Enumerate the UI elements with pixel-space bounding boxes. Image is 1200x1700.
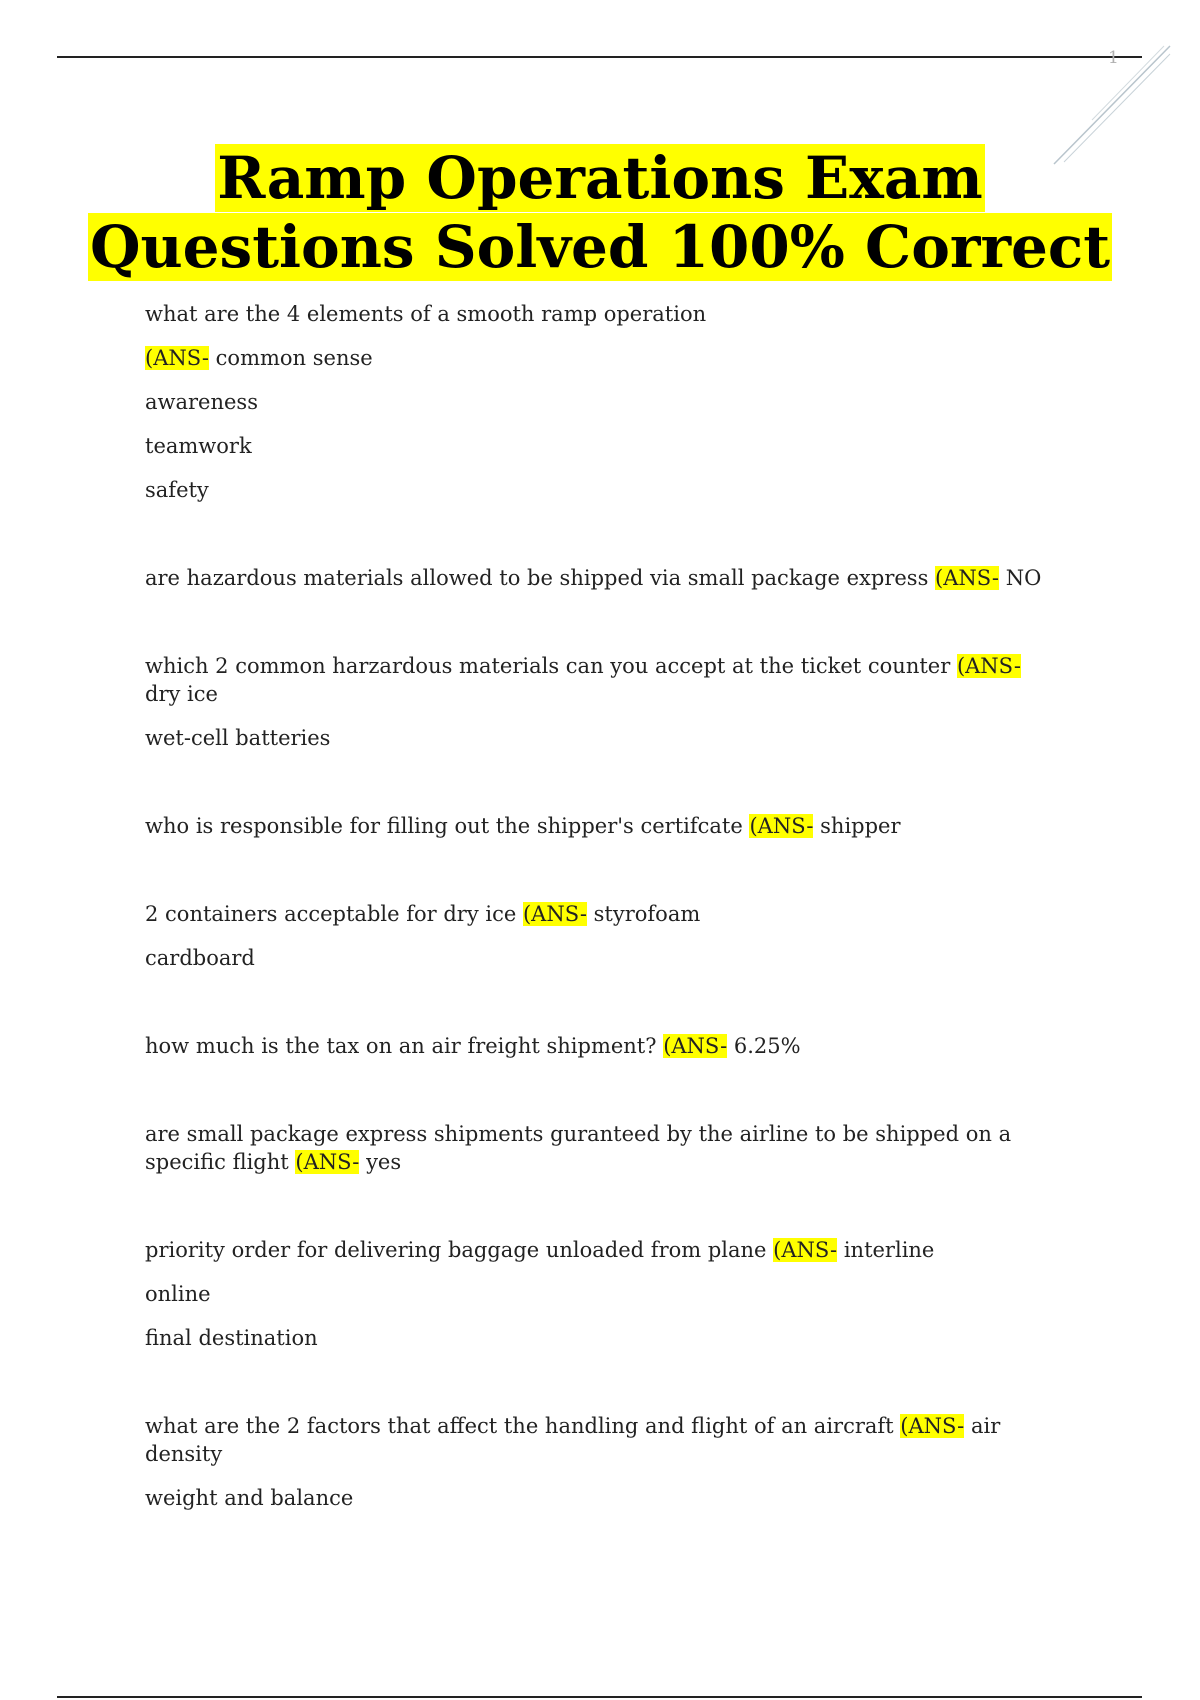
question-block (145, 812, 1045, 840)
question-text: what are the 2 factors that affect the handling and flight of an aircraft (145, 1414, 894, 1438)
question-block (145, 1236, 1045, 1264)
ans-marker: (ANS- (935, 566, 1000, 590)
answer-text: common sense (215, 346, 373, 370)
header-rule (57, 56, 1142, 58)
question-text: how much is the tax on an air freight shipment? (145, 1034, 657, 1058)
question-text: 2 containers acceptable for dry ice (145, 902, 517, 926)
question-text: priority order for delivering baggage unloaded from plane (145, 1238, 767, 1262)
answer-line: safety (145, 478, 209, 502)
question-text: who is responsible for filling out the shipper's certifcate (145, 814, 743, 838)
answer-line: cardboard (145, 946, 255, 970)
qa-list (145, 300, 1045, 1528)
answer-text: styrofoam (593, 902, 701, 926)
question-text: which 2 common harzardous materials can you accept at the ticket counter (145, 654, 951, 678)
answer-text: shipper (820, 814, 901, 838)
answer-line: online (145, 1282, 211, 1306)
title-line-1: Ramp Operations Exam (217, 144, 983, 212)
answer-line: wet-cell batteries (145, 726, 331, 750)
answer-text: NO (1005, 566, 1042, 590)
question-block (145, 1412, 1045, 1468)
question-block (145, 900, 1045, 928)
question-block (145, 564, 1045, 592)
title-line-2: Questions Solved 100% Correct (89, 213, 1111, 281)
ans-marker: (ANS- (663, 1034, 728, 1058)
answer-text: dry ice (145, 682, 218, 706)
ans-marker: (ANS- (295, 1150, 360, 1174)
question-text: are hazardous materials allowed to be shipped via small package express (145, 566, 929, 590)
answer-line: final destination (145, 1326, 318, 1350)
question-block (145, 1032, 1045, 1060)
answer-line (145, 344, 1045, 372)
question-block (145, 652, 1045, 708)
ans-marker: (ANS- (749, 814, 814, 838)
answer-text: air density (145, 1414, 1001, 1466)
document-title (0, 144, 1200, 282)
question-block (145, 1120, 1045, 1176)
ans-marker: (ANS- (522, 902, 587, 926)
answer-text: yes (366, 1150, 402, 1174)
question-text: are small package express shipments guranteed by the airline to be shipped on a specific flight (145, 1122, 1012, 1174)
answer-line: weight and balance (145, 1486, 354, 1510)
ans-marker: (ANS- (145, 346, 209, 370)
footer-rule (57, 1696, 1142, 1698)
answer-line: awareness (145, 390, 258, 414)
ans-marker: (ANS- (900, 1414, 965, 1438)
answer-line: teamwork (145, 434, 252, 458)
answer-text: interline (843, 1238, 935, 1262)
ans-marker: (ANS- (773, 1238, 838, 1262)
question-text: what are the 4 elements of a smooth ramp operation (145, 302, 707, 326)
page-number: 1 (1108, 48, 1119, 68)
answer-text: 6.25% (733, 1034, 801, 1058)
ans-marker: (ANS- (956, 654, 1021, 678)
